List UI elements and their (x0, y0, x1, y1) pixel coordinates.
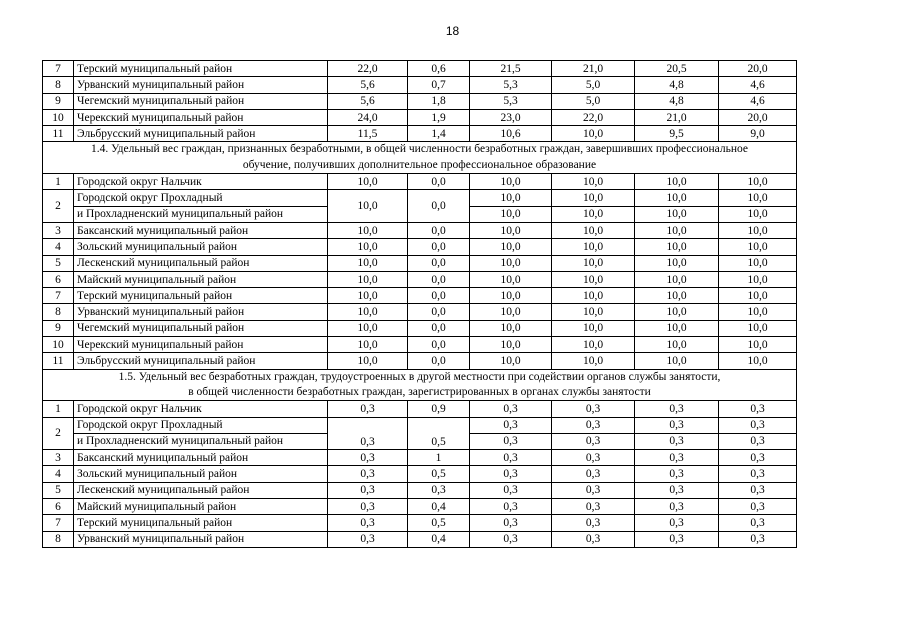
value-cell: 10,0 (635, 174, 719, 190)
table-row (43, 482, 797, 498)
value-cell: 10,0 (719, 206, 797, 222)
value-cell: 10,6 (470, 126, 552, 142)
row-number: 10 (43, 337, 74, 353)
value-cell: 5,3 (470, 93, 552, 109)
value-cell: 10,0 (719, 271, 797, 287)
value-cell: 5,0 (552, 93, 635, 109)
value-cell: 10,0 (635, 255, 719, 271)
value-cell: 10,0 (328, 271, 408, 287)
value-cell: 11,5 (328, 126, 408, 142)
value-cell: 10,0 (719, 255, 797, 271)
value-cell: 10,0 (328, 320, 408, 336)
value-cell: 1,4 (408, 126, 470, 142)
value-cell: 0,3 (719, 401, 797, 417)
value-cell: 4,8 (635, 77, 719, 93)
value-cell: 0,3 (635, 515, 719, 531)
value-cell: 0,0 (408, 255, 470, 271)
value-cell: 0,3 (719, 531, 797, 547)
value-cell: 10,0 (635, 353, 719, 369)
value-cell: 0,3 (635, 482, 719, 498)
value-cell: 10,0 (635, 304, 719, 320)
value-cell: 4,6 (719, 93, 797, 109)
value-cell: 0,0 (408, 174, 470, 190)
table-row (43, 515, 797, 531)
municipality-name: Майский муниципальный район (74, 271, 328, 287)
municipality-name: Черекский муниципальный район (74, 337, 328, 353)
value-cell: 10,0 (635, 271, 719, 287)
value-cell: 10,0 (635, 206, 719, 222)
value-cell: 0,3 (552, 417, 635, 433)
row-number: 8 (43, 77, 74, 93)
value-cell: 24,0 (328, 109, 408, 125)
value-cell: 0,9 (408, 401, 470, 417)
section-title-line: 1.5. Удельный вес безработных граждан, трудоустроенных в другой местности при содействии органов службы занятости, (118, 370, 721, 383)
value-cell: 10,0 (719, 174, 797, 190)
row-number: 6 (43, 499, 74, 515)
table-row (43, 353, 797, 369)
value-cell: 10,0 (635, 190, 719, 206)
value-cell: 0,3 (470, 515, 552, 531)
value-cell: 9,5 (635, 126, 719, 142)
value-cell: 21,0 (635, 109, 719, 125)
value-cell: 21,0 (552, 61, 635, 77)
table-row (43, 239, 797, 255)
value-cell: 10,0 (552, 239, 635, 255)
value-cell: 0,0 (408, 320, 470, 336)
municipality-name: Городской округ Прохладный (74, 190, 328, 206)
value-cell: 0,3 (635, 531, 719, 547)
value-cell: 10,0 (552, 337, 635, 353)
value-cell: 22,0 (552, 109, 635, 125)
value-cell: 0,3 (552, 482, 635, 498)
municipality-name: Терский муниципальный район (74, 61, 328, 77)
value-cell: 10,0 (719, 288, 797, 304)
value-cell: 0,0 (408, 353, 470, 369)
value-cell: 0,3 (635, 450, 719, 466)
value-cell: 10,0 (470, 271, 552, 287)
value-cell: 0,3 (470, 466, 552, 482)
value-cell: 0,3 (635, 433, 719, 449)
row-number: 11 (43, 353, 74, 369)
municipality-name: Городской округ Нальчик (74, 174, 328, 190)
value-cell: 0,0 (408, 190, 470, 223)
value-cell: 10,0 (719, 304, 797, 320)
municipality-name: Лескенский муниципальный район (74, 482, 328, 498)
row-number: 7 (43, 61, 74, 77)
value-cell: 10,0 (470, 337, 552, 353)
value-cell: 10,0 (470, 222, 552, 238)
value-cell: 1,9 (408, 109, 470, 125)
value-cell: 0,3 (328, 417, 408, 450)
value-cell: 0,4 (408, 499, 470, 515)
municipality-name: Урванский муниципальный район (74, 531, 328, 547)
row-number: 9 (43, 320, 74, 336)
row-number: 8 (43, 531, 74, 547)
value-cell: 0,3 (552, 499, 635, 515)
row-number: 9 (43, 93, 74, 109)
municipality-name: Эльбрусский муниципальный район (74, 126, 328, 142)
value-cell: 10,0 (635, 320, 719, 336)
value-cell: 20,0 (719, 109, 797, 125)
value-cell: 5,6 (328, 93, 408, 109)
value-cell: 10,0 (635, 288, 719, 304)
municipality-name: и Прохладненский муниципальный район (74, 206, 328, 222)
value-cell: 0,0 (408, 337, 470, 353)
value-cell: 0,3 (552, 531, 635, 547)
value-cell: 23,0 (470, 109, 552, 125)
value-cell: 10,0 (470, 206, 552, 222)
page-number: 18 (445, 24, 460, 38)
value-cell: 0,0 (408, 288, 470, 304)
municipality-name: Эльбрусский муниципальный район (74, 353, 328, 369)
table-row (43, 190, 797, 206)
row-number: 11 (43, 126, 74, 142)
value-cell: 10,0 (552, 288, 635, 304)
table-row (43, 255, 797, 271)
row-number: 7 (43, 515, 74, 531)
municipality-name: Зольский муниципальный район (74, 466, 328, 482)
value-cell: 0,3 (470, 531, 552, 547)
value-cell: 0,3 (470, 450, 552, 466)
municipality-name: Зольский муниципальный район (74, 239, 328, 255)
value-cell: 0,3 (719, 466, 797, 482)
value-cell: 0,7 (408, 77, 470, 93)
value-cell: 0,3 (408, 482, 470, 498)
value-cell: 10,0 (470, 304, 552, 320)
row-number: 4 (43, 466, 74, 482)
value-cell: 1 (408, 450, 470, 466)
value-cell: 10,0 (552, 271, 635, 287)
value-cell: 10,0 (328, 255, 408, 271)
value-cell: 10,0 (719, 222, 797, 238)
value-cell: 0,4 (408, 531, 470, 547)
table-row (43, 109, 797, 125)
value-cell: 0,3 (328, 499, 408, 515)
value-cell: 20,0 (719, 61, 797, 77)
value-cell: 4,6 (719, 77, 797, 93)
value-cell: 10,0 (719, 320, 797, 336)
value-cell: 0,3 (328, 450, 408, 466)
value-cell: 10,0 (552, 255, 635, 271)
row-number: 10 (43, 109, 74, 125)
value-cell: 0,0 (408, 222, 470, 238)
value-cell: 10,0 (552, 174, 635, 190)
value-cell: 0,3 (470, 482, 552, 498)
value-cell: 20,5 (635, 61, 719, 77)
municipality-name: и Прохладненский муниципальный район (74, 433, 328, 449)
row-number: 5 (43, 482, 74, 498)
municipality-name: Баксанский муниципальный район (74, 450, 328, 466)
value-cell: 10,0 (328, 222, 408, 238)
value-cell: 0,3 (328, 466, 408, 482)
value-cell: 0,3 (635, 401, 719, 417)
value-cell: 10,0 (635, 337, 719, 353)
value-cell: 0,3 (328, 482, 408, 498)
section-title (43, 369, 797, 401)
value-cell: 5,3 (470, 77, 552, 93)
value-cell: 10,0 (719, 239, 797, 255)
value-cell: 0,3 (635, 417, 719, 433)
value-cell: 10,0 (328, 239, 408, 255)
row-number: 6 (43, 271, 74, 287)
value-cell: 0,3 (470, 401, 552, 417)
value-cell: 4,8 (635, 93, 719, 109)
table-row (43, 304, 797, 320)
value-cell: 0,3 (328, 531, 408, 547)
value-cell: 10,0 (328, 190, 408, 223)
value-cell: 10,0 (328, 304, 408, 320)
value-cell: 0,3 (470, 417, 552, 433)
value-cell: 5,6 (328, 77, 408, 93)
value-cell: 0,3 (635, 499, 719, 515)
value-cell: 0,3 (635, 466, 719, 482)
value-cell: 10,0 (719, 353, 797, 369)
value-cell: 0,3 (719, 482, 797, 498)
value-cell: 10,0 (328, 353, 408, 369)
value-cell: 10,0 (635, 239, 719, 255)
table-row (43, 450, 797, 466)
value-cell: 0,3 (719, 499, 797, 515)
table-row (43, 531, 797, 547)
value-cell: 0,3 (470, 499, 552, 515)
municipality-name: Лескенский муниципальный район (74, 255, 328, 271)
section-header-row (43, 142, 797, 174)
value-cell: 10,0 (470, 190, 552, 206)
value-cell: 21,5 (470, 61, 552, 77)
value-cell: 9,0 (719, 126, 797, 142)
value-cell: 0,3 (719, 417, 797, 433)
municipality-name: Терский муниципальный район (74, 515, 328, 531)
value-cell: 0,3 (552, 433, 635, 449)
row-number: 7 (43, 288, 74, 304)
row-number: 1 (43, 401, 74, 417)
value-cell: 10,0 (552, 222, 635, 238)
municipality-name: Городской округ Нальчик (74, 401, 328, 417)
value-cell: 10,0 (552, 320, 635, 336)
value-cell: 0,0 (408, 271, 470, 287)
indicators-table (42, 60, 797, 548)
municipality-name: Урванский муниципальный район (74, 304, 328, 320)
value-cell: 10,0 (635, 222, 719, 238)
municipality-name: Чегемский муниципальный район (74, 320, 328, 336)
table-row (43, 466, 797, 482)
value-cell: 10,0 (719, 337, 797, 353)
table-row (43, 93, 797, 109)
value-cell: 0,3 (719, 515, 797, 531)
value-cell: 10,0 (470, 288, 552, 304)
value-cell: 0,5 (408, 466, 470, 482)
value-cell: 0,3 (719, 450, 797, 466)
municipality-name: Майский муниципальный район (74, 499, 328, 515)
value-cell: 0,3 (552, 466, 635, 482)
value-cell: 0,3 (552, 450, 635, 466)
value-cell: 10,0 (552, 126, 635, 142)
table-row (43, 337, 797, 353)
row-number: 5 (43, 255, 74, 271)
table-row (43, 417, 797, 433)
section-title-line: обучение, получивших дополнительное профессиональное образование (242, 158, 597, 171)
value-cell: 0,6 (408, 61, 470, 77)
value-cell: 10,0 (552, 304, 635, 320)
section-title (43, 142, 797, 174)
row-number: 1 (43, 174, 74, 190)
value-cell: 0,3 (328, 515, 408, 531)
section-header-row (43, 369, 797, 401)
row-number: 3 (43, 450, 74, 466)
section-title-line: в общей численности безработных граждан, зарегистрированных в органах службы занятости (188, 385, 651, 398)
value-cell: 1,8 (408, 93, 470, 109)
row-number: 2 (43, 190, 74, 223)
table-row (43, 499, 797, 515)
value-cell: 0,3 (552, 401, 635, 417)
value-cell: 0,3 (328, 401, 408, 417)
table-row (43, 222, 797, 238)
value-cell: 10,0 (552, 353, 635, 369)
value-cell: 10,0 (470, 174, 552, 190)
value-cell: 10,0 (552, 206, 635, 222)
value-cell: 10,0 (470, 239, 552, 255)
row-number: 3 (43, 222, 74, 238)
value-cell: 0,3 (719, 433, 797, 449)
row-number: 8 (43, 304, 74, 320)
section-title-line: 1.4. Удельный вес граждан, признанных безработными, в общей численности безработных граждан, завершивших профессиональное (90, 143, 749, 156)
value-cell: 10,0 (470, 255, 552, 271)
table-row (43, 174, 797, 190)
table-row (43, 61, 797, 77)
municipality-name: Баксанский муниципальный район (74, 222, 328, 238)
table-row (43, 320, 797, 336)
row-number: 2 (43, 417, 74, 450)
municipality-name: Городской округ Прохладный (74, 417, 328, 433)
table-row (43, 271, 797, 287)
table-row (43, 77, 797, 93)
value-cell: 10,0 (470, 353, 552, 369)
value-cell: 0,5 (408, 417, 470, 450)
table-row (43, 401, 797, 417)
municipality-name: Урванский муниципальный район (74, 77, 328, 93)
value-cell: 22,0 (328, 61, 408, 77)
value-cell: 10,0 (719, 190, 797, 206)
value-cell: 10,0 (328, 174, 408, 190)
value-cell: 10,0 (552, 190, 635, 206)
value-cell: 0,0 (408, 304, 470, 320)
value-cell: 0,0 (408, 239, 470, 255)
value-cell: 5,0 (552, 77, 635, 93)
value-cell: 10,0 (470, 320, 552, 336)
table-row (43, 126, 797, 142)
row-number: 4 (43, 239, 74, 255)
municipality-name: Терский муниципальный район (74, 288, 328, 304)
municipality-name: Чегемский муниципальный район (74, 93, 328, 109)
value-cell: 10,0 (328, 288, 408, 304)
value-cell: 0,3 (552, 515, 635, 531)
municipality-name: Черекский муниципальный район (74, 109, 328, 125)
table-row (43, 288, 797, 304)
value-cell: 0,3 (470, 433, 552, 449)
value-cell: 0,5 (408, 515, 470, 531)
value-cell: 10,0 (328, 337, 408, 353)
